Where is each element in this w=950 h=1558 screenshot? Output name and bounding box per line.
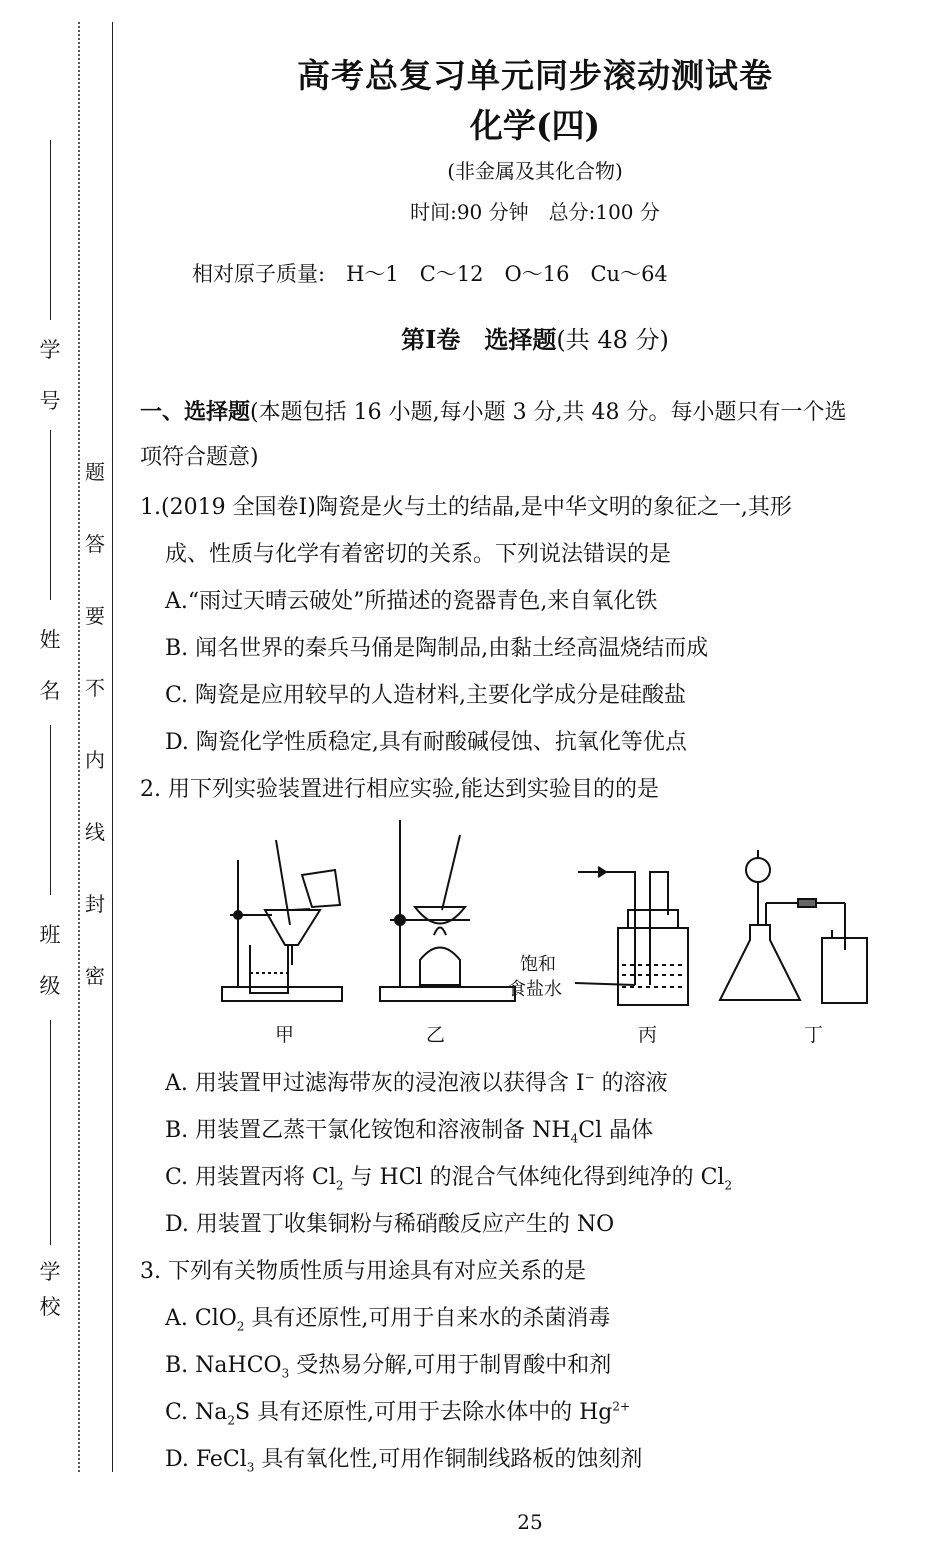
section-heading: 第Ⅰ卷 选择题(共 48 分) — [401, 325, 669, 354]
apparatus-bing — [575, 867, 688, 1005]
apparatus-yi — [380, 820, 515, 1001]
name-label: 姓 名 — [39, 628, 61, 703]
page-number: 25 — [517, 1510, 543, 1534]
question-2-option-c[interactable]: C. 用装置丙将 $Cl_2$ 与 HCl 的混合气体纯化得到纯净的 $Cl_2$ — [165, 1165, 733, 1193]
question-1-stem: 1.(2019 全国卷Ⅰ)陶瓷是火与土的结晶,是中华文明的象征之一,其形 — [140, 495, 792, 520]
solid-margin-line — [112, 22, 113, 1472]
name-blank[interactable] — [50, 430, 51, 600]
figure-label-ding: 丁 — [804, 1024, 824, 1046]
figure-note-saturated: 饱和 — [520, 954, 556, 975]
class-label: 班 级 — [39, 923, 61, 998]
question-1-option-c[interactable]: C. 陶瓷是应用较早的人造材料,主要化学成分是硅酸盐 — [165, 683, 687, 708]
question-2-stem: 2. 用下列实验装置进行相应实验,能达到实验目的的是 — [140, 777, 659, 802]
seal-char: 内 — [85, 748, 105, 772]
class-blank[interactable] — [50, 725, 51, 895]
question-2-option-a[interactable]: A. 用装置甲过滤海带灰的浸泡液以获得含 I− 的溶液 — [165, 1070, 668, 1096]
seal-char: 密 — [85, 964, 105, 988]
question-3-option-d[interactable]: D. FeCl$_3$ 具有氧化性,可用作铜制线路板的蚀刻剂 — [165, 1447, 643, 1475]
apparatus-drawing — [210, 815, 890, 1050]
question-2-option-d[interactable]: D. 用装置丁收集铜粉与稀硝酸反应产生的 NO — [165, 1212, 615, 1237]
school-label: 学 校 — [39, 1260, 61, 1319]
apparatus-ding — [720, 850, 867, 1003]
question-2-option-b[interactable]: B. 用装置乙蒸干氯化铵饱和溶液制备 $NH_4Cl$ 晶体 — [165, 1118, 654, 1146]
seal-char: 封 — [85, 892, 105, 916]
seal-char: 答 — [85, 532, 105, 556]
apparatus-jia — [222, 840, 342, 1001]
question-1-stem-cont: 成、性质与化学有着密切的关系。下列说法错误的是 — [165, 542, 672, 567]
exam-title: 高考总复习单元同步滚动测试卷 — [297, 56, 773, 95]
question-3-stem: 3. 下列有关物质性质与用途具有对应关系的是 — [140, 1259, 586, 1284]
seal-char: 题 — [85, 460, 105, 484]
school-blank[interactable] — [50, 1020, 51, 1245]
time-score: 时间:90 分钟 总分:100 分 — [410, 200, 660, 224]
question-1-option-b[interactable]: B. 闻名世界的秦兵马俑是陶制品,由黏土经高温烧结而成 — [165, 636, 709, 661]
figure-note-brine: 食盐水 — [508, 979, 562, 1000]
part-heading: 一、选择题(本题包括 16 小题,每小题 3 分,共 48 分。每小题只有一个选 — [140, 399, 847, 425]
figure-label-bing: 丙 — [638, 1024, 658, 1046]
atomic-mass-line: 相对原子质量: H～1 C～12 O～16 Cu～64 — [192, 262, 668, 286]
question-3-option-a[interactable]: A. ClO$_2$ 具有还原性,可用于自来水的杀菌消毒 — [165, 1306, 611, 1334]
dotted-cut-line — [78, 22, 80, 1472]
subject-title: 化学(四) — [469, 106, 601, 145]
apparatus-figure — [210, 815, 890, 1050]
part-desc-cont: 项符合题意) — [140, 445, 259, 470]
seal-char: 要 — [85, 604, 105, 628]
seal-char: 不 — [85, 676, 105, 700]
student-id-label: 学 号 — [39, 338, 61, 413]
question-3-option-c[interactable]: C. $Na_2S$ 具有还原性,可用于去除水体中的 $Hg^{2+}$ — [165, 1399, 631, 1428]
question-3-option-b[interactable]: B. NaHCO$_3$ 受热易分解,可用于制胃酸中和剂 — [165, 1353, 612, 1381]
topic-subtitle: (非金属及其化合物) — [447, 159, 623, 183]
figure-label-yi: 乙 — [426, 1024, 446, 1046]
seal-char: 线 — [85, 820, 105, 844]
question-1-option-d[interactable]: D. 陶瓷化学性质稳定,具有耐酸碱侵蚀、抗氧化等优点 — [165, 730, 687, 755]
figure-label-jia: 甲 — [275, 1024, 295, 1046]
question-1-option-a[interactable]: A.“雨过天晴云破处”所描述的瓷器青色,来自氧化铁 — [165, 589, 658, 614]
